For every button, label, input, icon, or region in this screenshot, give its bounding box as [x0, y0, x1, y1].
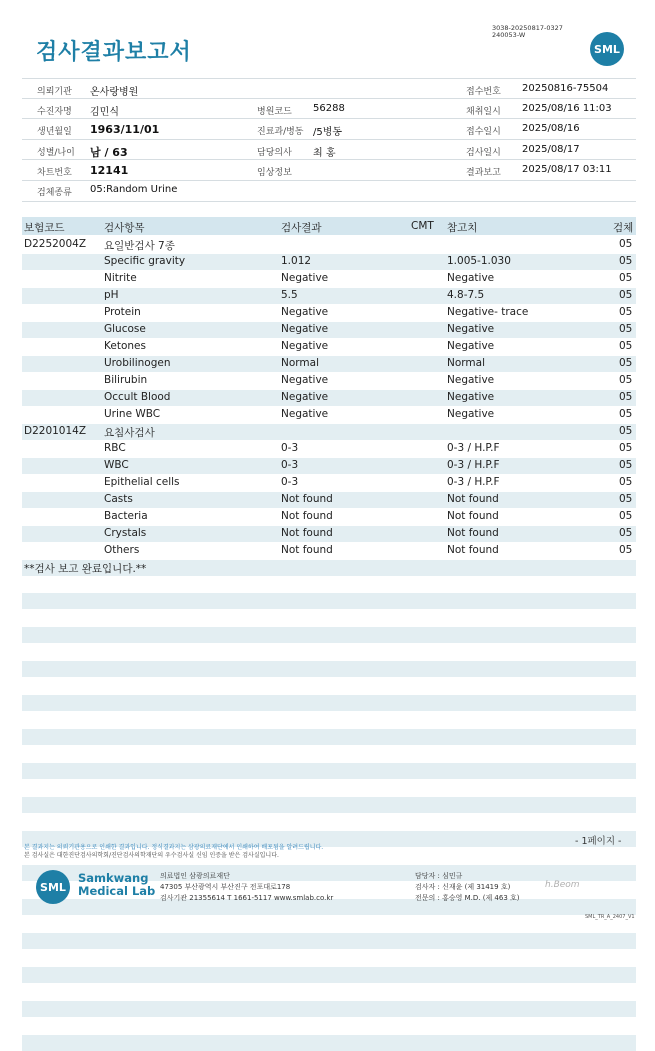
empty-row-band — [22, 661, 636, 677]
specimen-code: 05 — [619, 340, 633, 352]
reference-range: Not found — [447, 527, 499, 539]
reference-range: 1.005-1.030 — [447, 255, 511, 267]
test-item: 요일반검사 7종 — [104, 240, 175, 252]
test-result: Negative — [281, 374, 329, 386]
left-value: 1963/11/01 — [90, 123, 160, 136]
mid-label: 진료과/병동 — [257, 127, 304, 137]
specimen-code: 05 — [619, 357, 633, 369]
report-title: 검사결과보고서 — [36, 40, 192, 65]
reference-range: 4.8-7.5 — [447, 289, 485, 301]
test-item: Urobilinogen — [104, 357, 171, 369]
specimen-code: 05 — [619, 425, 633, 437]
reference-range: Normal — [447, 357, 485, 369]
reference-range: Not found — [447, 544, 499, 556]
left-label: 성별/나이 — [37, 148, 75, 158]
mid-label: 담당의사 — [257, 148, 292, 158]
specimen-code: 05 — [619, 374, 633, 386]
test-item: Protein — [104, 306, 141, 318]
test-result: Negative — [281, 306, 329, 318]
mid-label: 임상정보 — [257, 168, 292, 178]
header-divider — [22, 139, 636, 140]
test-item: Crystals — [104, 527, 147, 539]
specimen-code: 05 — [619, 510, 633, 522]
form-id: SML_TR_A_2407_V1 — [585, 914, 635, 920]
right-value: 2025/08/16 11:03 — [522, 103, 612, 114]
empty-row-band — [22, 729, 636, 745]
empty-row-band — [22, 695, 636, 711]
column-header-code: 보험코드 — [24, 222, 65, 234]
reference-range: Negative — [447, 323, 495, 335]
test-item: Ketones — [104, 340, 146, 352]
test-item: 요침사검사 — [104, 427, 155, 439]
header-divider — [22, 201, 636, 202]
right-label: 결과보고 — [466, 168, 501, 178]
test-result: Not found — [281, 544, 333, 556]
test-result: Not found — [281, 527, 333, 539]
specimen-code: 05 — [619, 255, 633, 267]
test-item: WBC — [104, 459, 129, 471]
header-divider — [22, 78, 636, 79]
test-result: 0-3 — [281, 459, 299, 471]
test-result: 5.5 — [281, 289, 298, 301]
sml-logo: SML — [590, 32, 624, 66]
left-value: 김민식 — [90, 107, 119, 118]
specimen-code: 05 — [619, 544, 633, 556]
test-item: Specific gravity — [104, 255, 186, 267]
right-value: 2025/08/17 03:11 — [522, 164, 612, 175]
staff-info: 담당자 : 심민규 검사자 : 신재윤 (제 31419 호) 전문의 : 홍승영 M.D. (제 463 호) — [415, 872, 520, 902]
empty-row-band — [22, 967, 636, 983]
left-value: 온사랑병원 — [90, 87, 139, 98]
right-value: 20250816-75504 — [522, 83, 609, 94]
reference-range: Negative — [447, 272, 495, 284]
footer-note-accreditation: 본 검사실은 대한진단검사의학회/진단검사의학재단의 우수검사실 신임 인증을 받은 검사실입니다. — [24, 852, 279, 859]
test-result: Negative — [281, 391, 329, 403]
test-result: Negative — [281, 340, 329, 352]
specimen-code: 05 — [619, 459, 633, 471]
specimen-code: 05 — [619, 306, 633, 318]
specimen-code: 05 — [619, 323, 633, 335]
mid-value: 최 홍 — [313, 148, 336, 159]
right-label: 검사일시 — [466, 148, 501, 158]
test-item: Others — [104, 544, 140, 556]
test-item: Casts — [104, 493, 133, 505]
right-label: 접수일시 — [466, 127, 501, 137]
header-divider — [22, 180, 636, 181]
right-value: 2025/08/17 — [522, 144, 580, 155]
reference-range: Not found — [447, 493, 499, 505]
reference-range: Negative — [447, 340, 495, 352]
test-result: Normal — [281, 357, 319, 369]
specimen-code: 05 — [619, 408, 633, 420]
left-value: 남 / 63 — [90, 146, 128, 159]
test-result: 0-3 — [281, 476, 299, 488]
left-label: 검체종류 — [37, 188, 72, 198]
left-label: 차트번호 — [37, 168, 72, 178]
header-divider — [22, 118, 636, 119]
test-item: Bacteria — [104, 510, 148, 522]
empty-row-band — [22, 1001, 636, 1017]
corp-info: 의료법인 삼광의료재단 47305 부산광역시 부산진구 전포대로178 검사기관 21355614 T 1661-5117 www.smlab.co.kr — [160, 872, 334, 902]
test-item: Bilirubin — [104, 374, 148, 386]
empty-row-band — [22, 627, 636, 643]
specimen-code: 05 — [619, 442, 633, 454]
brand-name: Samkwang Medical Lab — [78, 871, 156, 898]
header-divider — [22, 98, 636, 99]
empty-row-band — [22, 763, 636, 779]
test-result: Negative — [281, 272, 329, 284]
mid-value: /5병동 — [313, 127, 343, 138]
specimen-code: 05 — [619, 527, 633, 539]
specimen-code: 05 — [619, 476, 633, 488]
left-label: 수진자명 — [37, 107, 72, 117]
document-id: 3038-20250817-0327 240053-W — [492, 24, 563, 39]
mid-value: 56288 — [313, 103, 345, 114]
left-label: 의뢰기관 — [37, 87, 72, 97]
reference-range: Negative — [447, 391, 495, 403]
test-item: Epithelial cells — [104, 476, 180, 488]
left-value: 05:Random Urine — [90, 184, 178, 195]
test-item: Occult Blood — [104, 391, 171, 403]
insurance-code: D2201014Z — [24, 425, 87, 437]
test-result: 1.012 — [281, 255, 312, 267]
specimen-code: 05 — [619, 391, 633, 403]
footer-note-print: 본 결과지는 의뢰기관용으로 인쇄한 결과입니다. 정식결과지는 삼광의료재단에서 인쇄하여 배포됨을 알려드립니다. — [24, 844, 324, 851]
test-result: Negative — [281, 408, 329, 420]
test-item: Glucose — [104, 323, 146, 335]
reference-range: Negative — [447, 374, 495, 386]
reference-range: 0-3 / H.P.F — [447, 476, 500, 488]
column-header-specimen: 검체 — [613, 222, 634, 234]
test-item: Urine WBC — [104, 408, 161, 420]
reference-range: 0-3 / H.P.F — [447, 459, 500, 471]
left-label: 생년월일 — [37, 127, 72, 137]
test-item: Nitrite — [104, 272, 137, 284]
signature: h.Beom — [545, 880, 580, 890]
test-result: Negative — [281, 323, 329, 335]
right-label: 채취일시 — [466, 107, 501, 117]
specimen-code: 05 — [619, 493, 633, 505]
test-item: pH — [104, 289, 119, 301]
empty-row-band — [22, 1035, 636, 1051]
mid-label: 병원코드 — [257, 107, 292, 117]
column-header-cmt: CMT — [411, 220, 434, 232]
right-label: 접수번호 — [466, 87, 501, 97]
page-number: - 1페이지 - — [575, 836, 622, 847]
right-value: 2025/08/16 — [522, 123, 580, 134]
reference-range: Not found — [447, 510, 499, 522]
column-header-result: 검사결과 — [281, 222, 322, 234]
test-result: Not found — [281, 493, 333, 505]
sml-bottom-logo: SML — [36, 870, 70, 904]
test-result: 0-3 — [281, 442, 299, 454]
reference-range: Negative- trace — [447, 306, 529, 318]
empty-row-band — [22, 933, 636, 949]
empty-row-band — [22, 797, 636, 813]
test-item: RBC — [104, 442, 126, 454]
empty-row-band — [22, 593, 636, 609]
specimen-code: 05 — [619, 238, 633, 250]
left-value: 12141 — [90, 164, 129, 177]
reference-range: 0-3 / H.P.F — [447, 442, 500, 454]
insurance-code: D2252004Z — [24, 238, 87, 250]
specimen-code: 05 — [619, 272, 633, 284]
column-header-ref: 참고치 — [447, 222, 478, 234]
test-result: Not found — [281, 510, 333, 522]
column-header-item: 검사항목 — [104, 222, 145, 234]
report-complete-note: **검사 보고 완료입니다.** — [24, 563, 147, 575]
reference-range: Negative — [447, 408, 495, 420]
specimen-code: 05 — [619, 289, 633, 301]
